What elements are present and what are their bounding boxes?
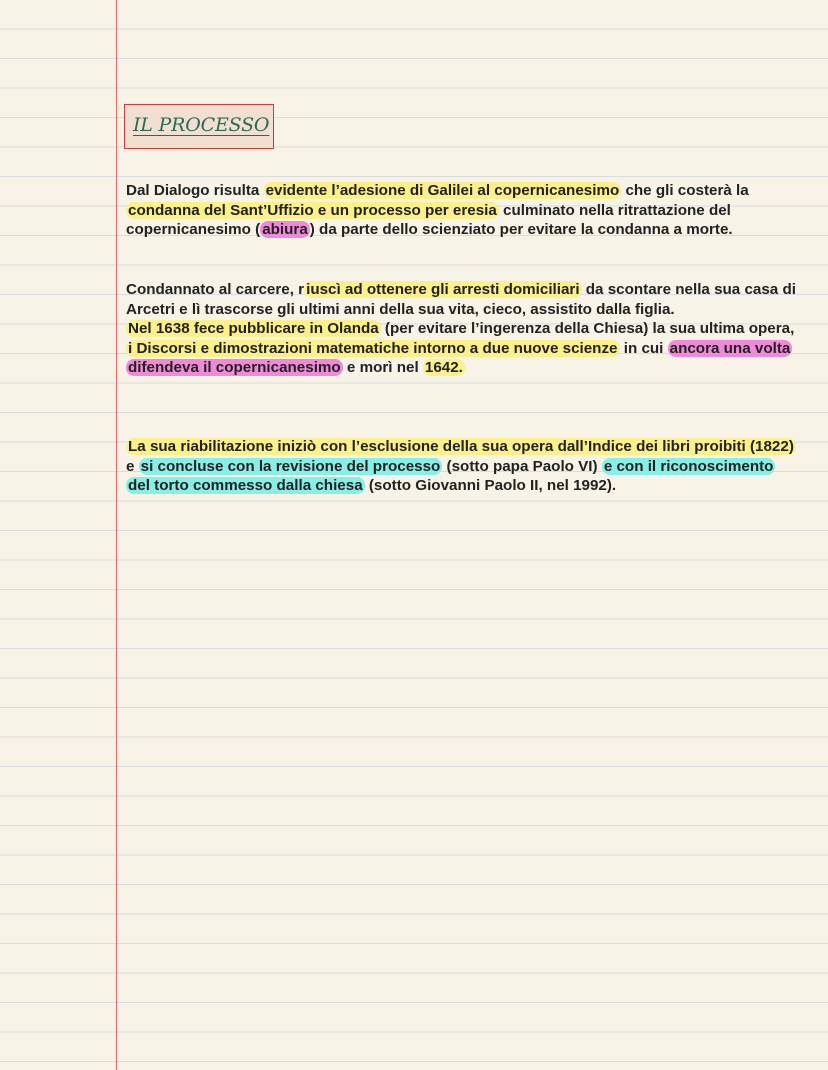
- page-title: IL PROCESSO: [133, 114, 270, 136]
- highlight-yellow: condanna del Sant’Uffizio e un processo per eresia: [128, 201, 497, 219]
- text-segment: che gli costerà la: [621, 182, 749, 199]
- highlight-cyan: e con il riconoscimento del torto commesso dalla chiesa: [128, 457, 774, 494]
- highlight-yellow: i Discorsi e dimostrazioni matematiche intorno a due nuove scienze: [128, 339, 618, 357]
- text-segment: culminato nella ritrattazione del copernicanesimo (: [126, 201, 731, 238]
- text-segment: (sotto papa Paolo VI): [442, 457, 602, 475]
- text-segment: (sotto Giovanni Paolo II, nel 1992).: [364, 477, 617, 494]
- highlight-yellow: 1642.: [424, 359, 463, 376]
- text-segment: Dal Dialogo risulta: [126, 182, 264, 199]
- highlight-pink: abiura: [262, 221, 308, 238]
- text-segment: e morì nel: [342, 359, 423, 376]
- title-box: [124, 104, 274, 149]
- paragraph-riabilitazione: [126, 437, 796, 496]
- paragraph-dialogo: [126, 181, 796, 240]
- highlight-yellow: iuscì ad ottenere gli arresti domiciliari: [306, 281, 580, 298]
- highlight-yellow: La sua riabilitazione iniziò con l’esclusione della sua opera dall’Indice dei libri proibiti (1822): [128, 438, 794, 455]
- text-segment: ) da parte dello scienziato per evitare la condanna a morte.: [309, 221, 733, 238]
- highlight-pink: ancora una volta difendeva il copernicanesimo: [128, 339, 791, 376]
- highlight-yellow: evidente l’adesione di Galilei al copernicanesimo: [265, 182, 620, 199]
- text-segment: da scontare nella sua casa di Arcetri e lì trascorse gli ultimi anni della sua vita, cieco, assistito dalla figlia.: [126, 281, 796, 318]
- paragraph-condanna: [126, 280, 796, 378]
- text-segment: Condannato al carcere, r: [126, 281, 305, 298]
- highlight-cyan: si concluse con la revisione del processo: [140, 457, 441, 475]
- margin-line: [116, 0, 117, 1070]
- text-segment: in cui: [619, 339, 668, 357]
- highlight-yellow: Nel 1638 fece pubblicare in Olanda: [128, 320, 379, 337]
- text-segment: (per evitare l’ingerenza della Chiesa) la sua ultima opera,: [380, 320, 795, 337]
- text-segment: e: [126, 457, 139, 475]
